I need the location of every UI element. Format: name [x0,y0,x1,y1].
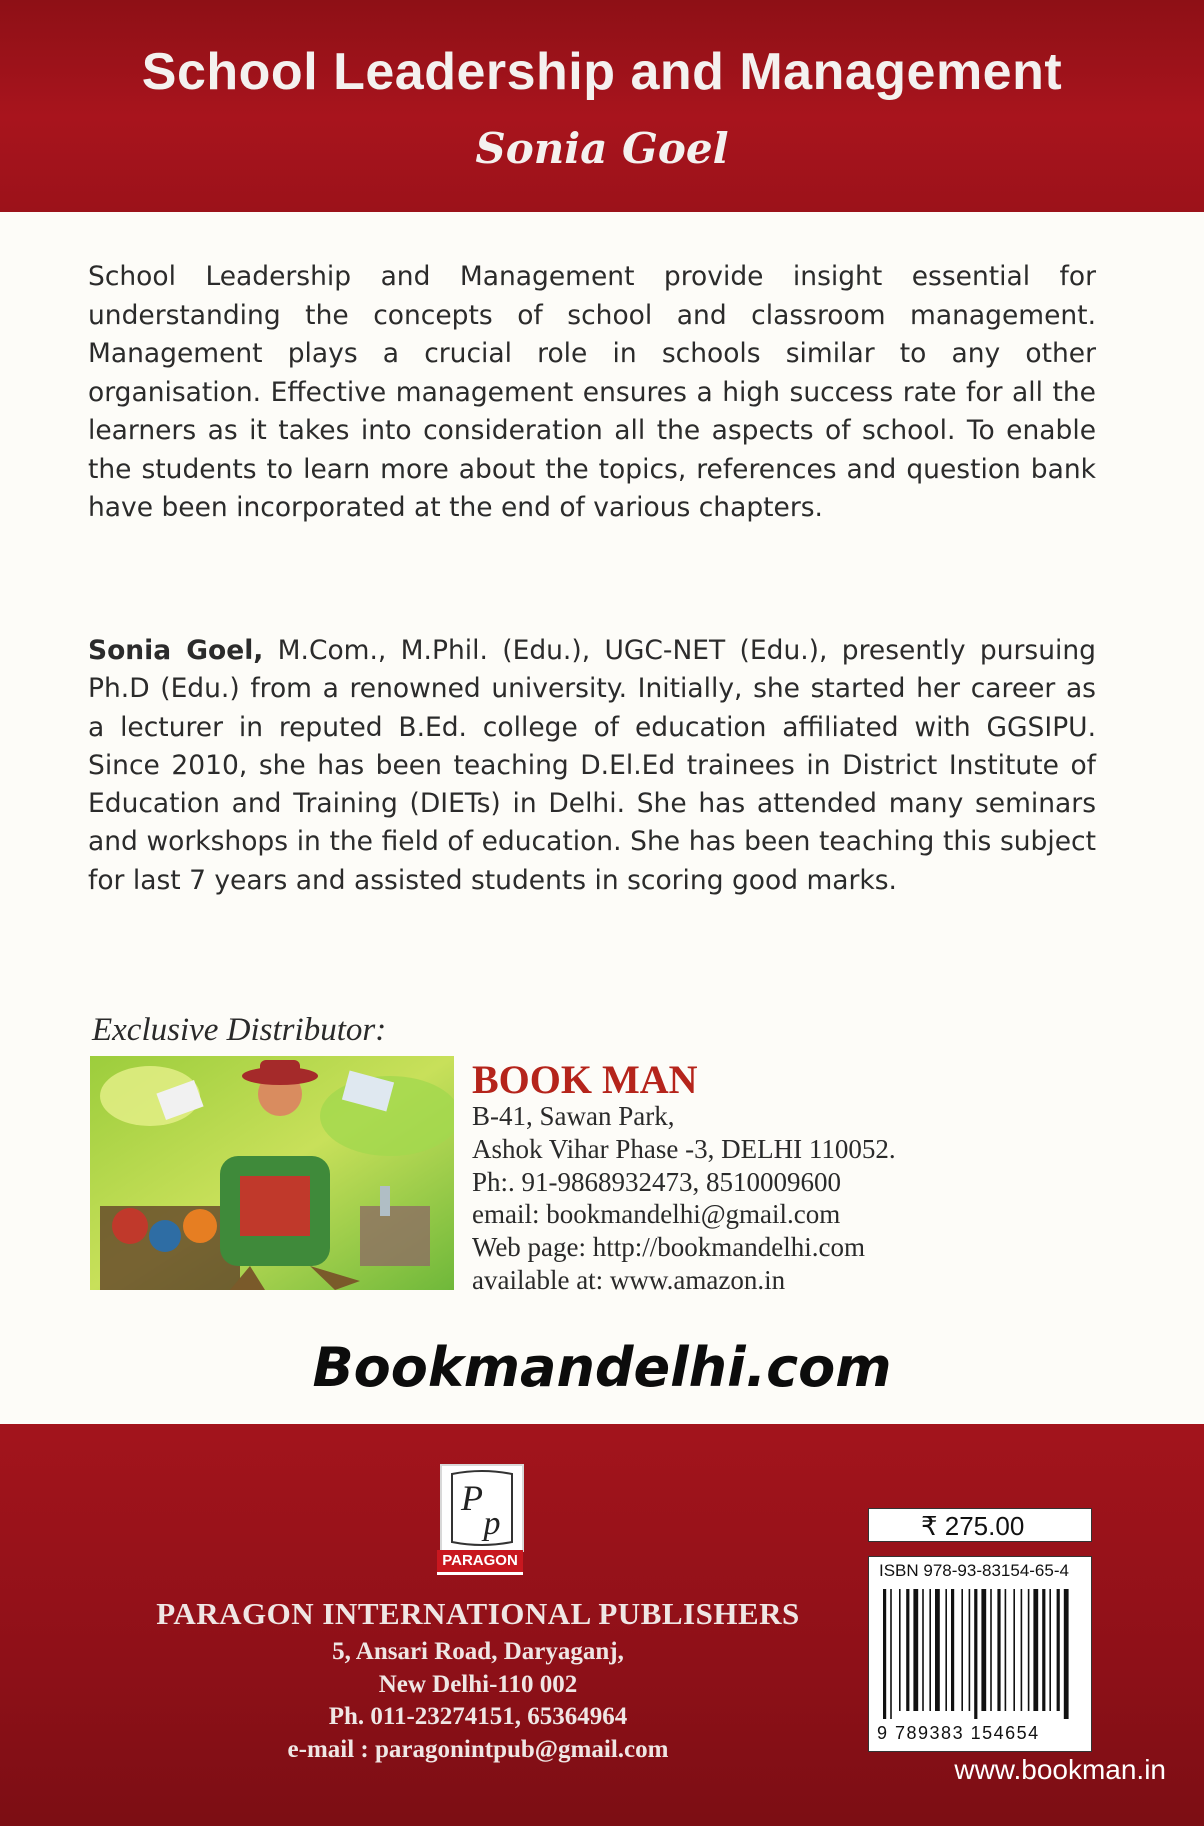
barcode-bar [961,1589,963,1711]
isbn-block [868,1556,1092,1752]
barcode-digits: 9 789383 154654 [877,1723,1040,1743]
barcode-bar [1042,1589,1045,1711]
publisher-email: e-mail : paragonintpub@gmail.com [287,1735,669,1763]
price-tag: ₹ 275.00 [868,1508,1092,1542]
publisher-logo-label: PARAGON [437,1550,523,1575]
publisher-contact [0,1636,956,1766]
book-title: School Leadership and Management [141,43,1063,101]
distributor-webpage: Web page: http://bookmandelhi.com [472,1232,865,1263]
book-author: Sonia Goel [475,124,729,173]
svg-text:P: P [461,1478,483,1518]
barcode-bar [1013,1589,1015,1711]
distributor-name: BOOK MAN [472,1057,698,1102]
publisher-logo-icon [440,1464,524,1552]
barcode-bar [951,1589,954,1711]
publisher-phone: Ph. 011-23274151, 65364964 [328,1703,628,1730]
barcode-bar [969,1589,971,1711]
barcode-bar [1021,1589,1023,1711]
barcode-bar [1005,1589,1007,1711]
barcode-bar [1033,1589,1038,1711]
distributor-illustration [90,1056,454,1290]
book-description: School Leadership and Management provide insight essential for understanding the concepts of school and classroom management. Management plays a crucial role in schools similar to any other organisation. Effective management ensures a high success rate for all the learners as it takes into consideration all the aspects of school. To enable the students to learn more about the topics, references and question bank have been incorporated at the end of various chapters. [88,261,1096,523]
distributor-availability: available at: www.amazon.in [472,1264,786,1295]
svg-text:p: p [483,1505,501,1542]
watermark-site: Bookmandelhi.com [312,1336,892,1399]
barcode-bar [935,1589,940,1711]
distributor-contact [472,1100,896,1297]
barcode-bar [899,1589,901,1711]
barcode-bar [929,1589,931,1711]
barcode-bar [883,1589,886,1719]
header-band [0,0,1204,212]
author-bio-name: Sonia Goel, [88,635,264,666]
publisher-name: PARAGON INTERNATIONAL PUBLISHERS [156,1596,800,1631]
barcode-bar [997,1589,1000,1711]
distributor-address-line1: B-41, Sawan Park, [472,1101,675,1131]
distributor-email: email: bookmandelhi@gmail.com [472,1199,841,1230]
barcode-bar [945,1589,947,1711]
barcode-bar [890,1589,892,1719]
author-bio-text: M.Com., M.Phil. (Edu.), UGC-NET (Edu.), presently pursuing Ph.D (Edu.) from a renowned university. Initially, she started her career as a lecturer in reputed B.Ed. college of education affiliated with GGSIPU. Since 2010, she has been teaching D.El.Ed trainees in District Institute of Education and Training (DIETs) in Delhi. She has attended many seminars and workshops in the field of education. She has been teaching this subject for last 7 years and assisted students in scoring good marks. [88,635,1096,896]
barcode-bar [981,1589,986,1711]
distributor-phone: Ph:. 91-9868932473, 8510009600 [472,1166,842,1197]
publisher-address-line2: New Delhi-110 002 [378,1670,578,1698]
distributor-address-line2: Ashok Vihar Phase -3, DELHI 110052. [472,1133,896,1164]
barcode-bar [1028,1589,1030,1711]
barcode-bar [922,1589,924,1711]
isbn-number: ISBN 978-93-83154-65-4 [879,1561,1069,1580]
author-bio [88,632,1096,900]
publisher-address-line1: 5, Ansari Road, Daryaganj, [332,1638,624,1665]
barcode [881,1589,1081,1719]
barcode-bar [906,1589,909,1711]
distributor-label: Exclusive Distributor: [92,1012,387,1048]
barcode-bar [990,1589,992,1711]
barcode-bar [1049,1589,1051,1711]
barcode-bar [974,1589,977,1719]
barcode-bar [913,1589,918,1711]
barcode-bar [1057,1589,1060,1711]
footer-site: www.bookman.in [954,1754,1166,1785]
barcode-bar [1064,1589,1069,1719]
